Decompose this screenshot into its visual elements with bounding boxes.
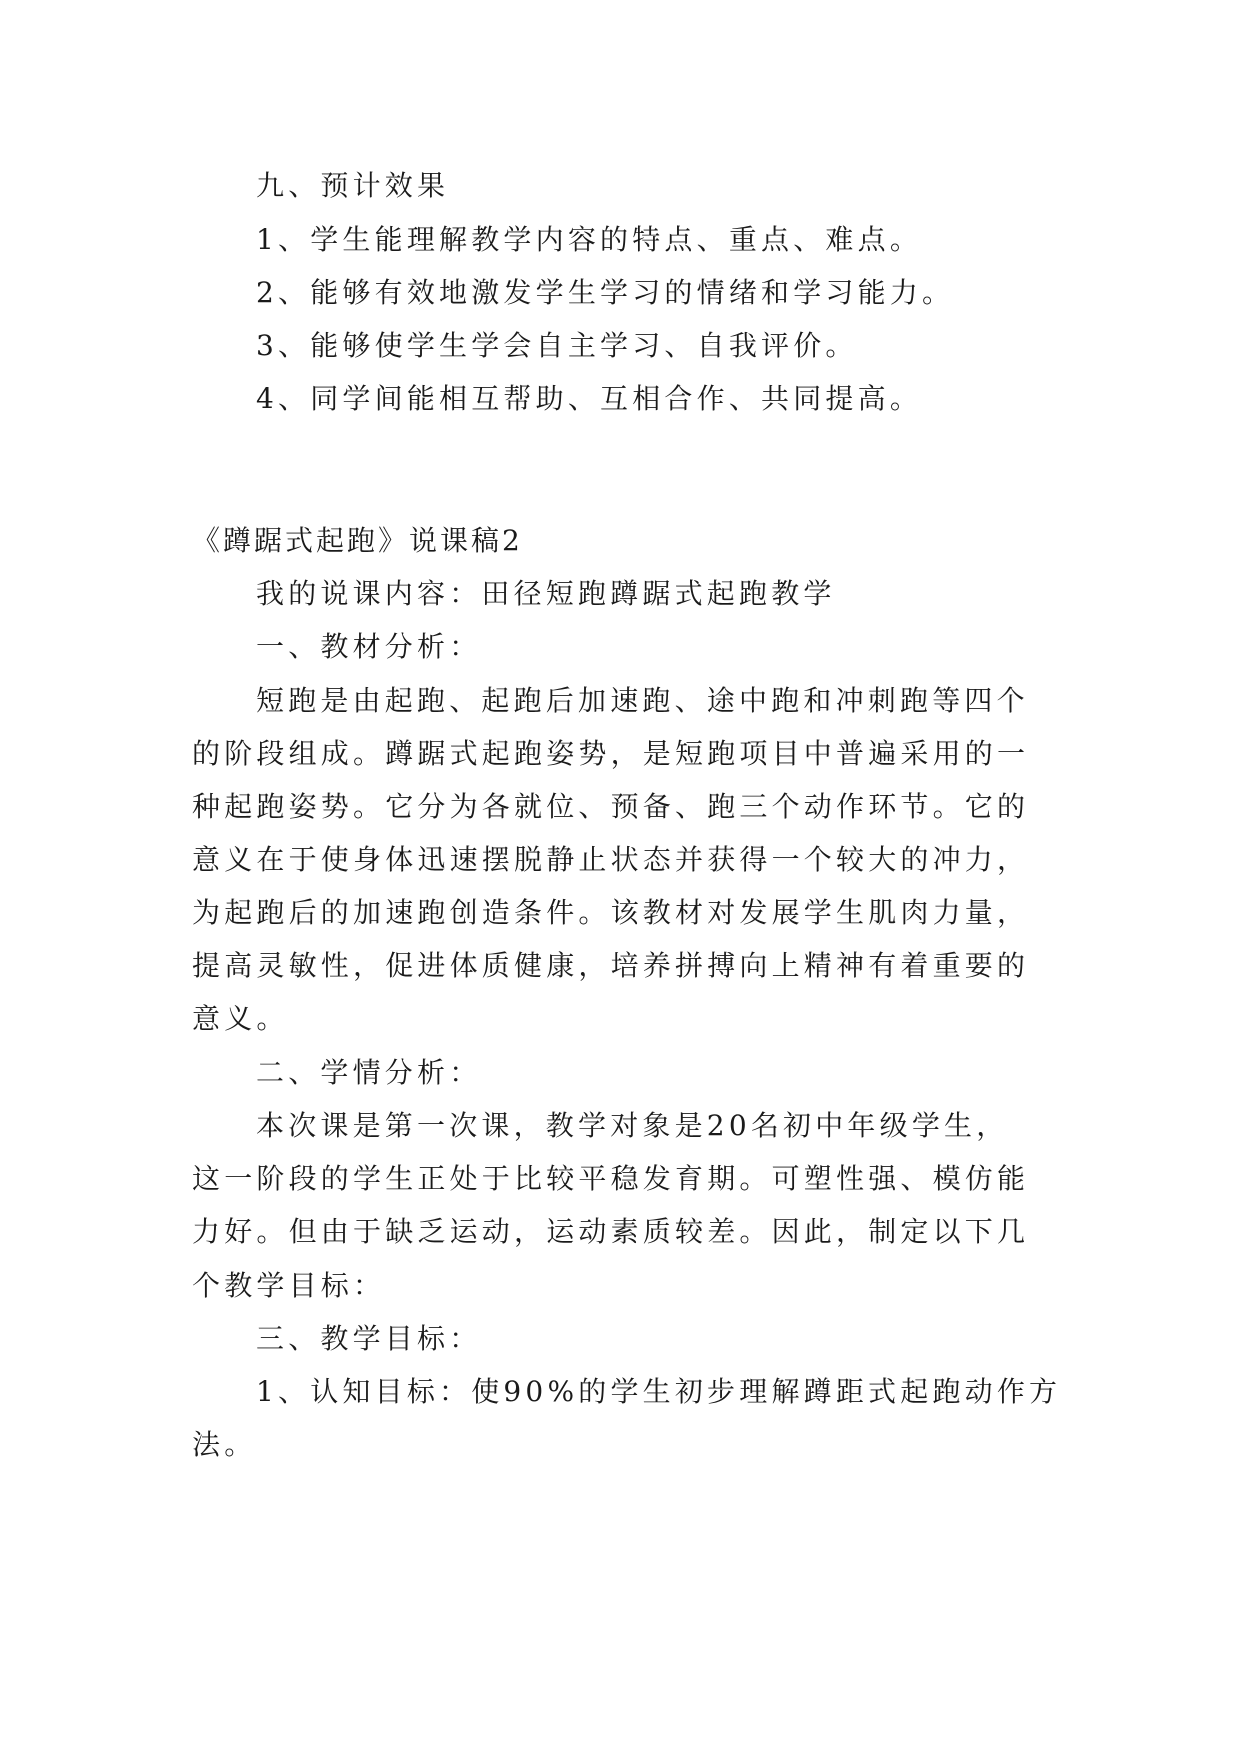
list-item: 2、能够有效地激发学生学习的情绪和学习能力。 (256, 276, 955, 309)
list-item: 4、同学间能相互帮助、互相合作、共同提高。 (256, 382, 923, 415)
paragraph-line: 种起跑姿势。它分为各就位、预备、跑三个动作环节。它的 (192, 790, 1030, 823)
paragraph-line: 1、认知目标：使90%的学生初步理解蹲距式起跑动作方 (256, 1375, 1062, 1408)
paragraph-line: 为起跑后的加速跑创造条件。该教材对发展学生肌肉力量， (192, 896, 1030, 929)
paragraph-line: 意义在于使身体迅速摆脱静止状态并获得一个较大的冲力， (192, 843, 1030, 876)
list-item: 1、学生能理解教学内容的特点、重点、难点。 (256, 223, 923, 256)
paragraph-line: 意义。 (192, 1002, 289, 1035)
paragraph-line: 力好。但由于缺乏运动，运动素质较差。因此，制定以下几 (192, 1215, 1030, 1248)
paragraph-line: 个教学目标： (192, 1269, 386, 1302)
paragraph-line: 本次课是第一次课，教学对象是20名初中年级学生， (256, 1109, 1009, 1142)
paragraph-line: 法。 (192, 1428, 257, 1461)
paragraph-line: 提高灵敏性，促进体质健康，培养拼搏向上精神有着重要的 (192, 949, 1030, 982)
section-heading-learner-analysis: 二、学情分析： (256, 1056, 482, 1089)
paragraph-line: 这一阶段的学生正处于比较平稳发育期。可塑性强、模仿能 (192, 1162, 1030, 1195)
paragraph-line: 短跑是由起跑、起跑后加速跑、途中跑和冲刺跑等四个 (256, 684, 1029, 717)
paragraph-line: 的阶段组成。蹲踞式起跑姿势，是短跑项目中普遍采用的一 (192, 737, 1030, 770)
list-item: 3、能够使学生学会自主学习、自我评价。 (256, 329, 858, 362)
document-title: 《蹲踞式起跑》说课稿2 (192, 524, 523, 557)
section-heading-material-analysis: 一、教材分析： (256, 630, 482, 663)
section-heading-expected-effects: 九、预计效果 (256, 169, 450, 202)
section-heading-teaching-goals: 三、教学目标： (256, 1322, 482, 1355)
intro-paragraph: 我的说课内容：田径短跑蹲踞式起跑教学 (256, 577, 836, 610)
